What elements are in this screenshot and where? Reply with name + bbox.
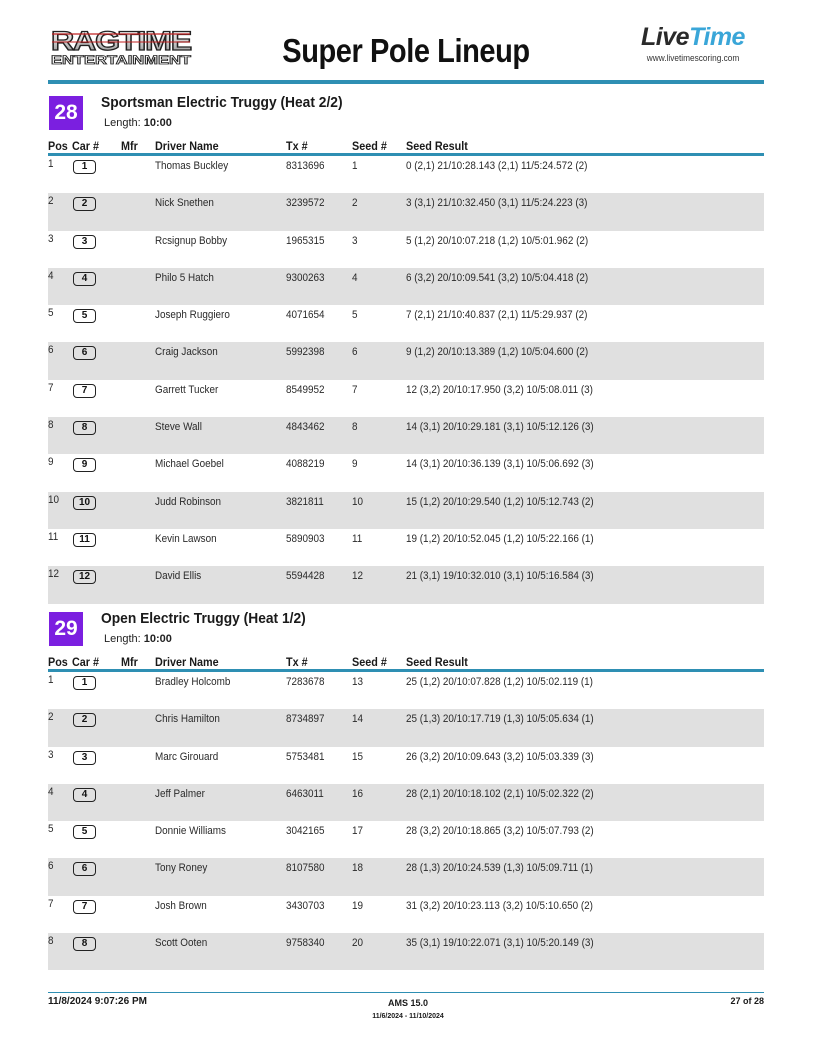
table-row [48, 380, 764, 417]
tx-cell: 9300263 [286, 271, 325, 284]
tx-cell: 5890903 [286, 532, 325, 545]
footer-divider [48, 992, 764, 993]
driver-cell: Scott Ooten [155, 937, 208, 950]
seed-cell: 10 [352, 495, 364, 508]
seed-cell: 13 [352, 676, 364, 688]
seed-result-cell: 28 (1,3) 20/10:24.539 (1,3) 10/5:09.711 (1) [406, 862, 593, 875]
seed-cell: 15 [352, 750, 364, 763]
table-row [48, 454, 764, 491]
col-header-result: Seed Result [406, 139, 468, 153]
col-header-car: Car # [72, 139, 100, 153]
app-version: AMS 15.0 [387, 998, 429, 1008]
pos-cell: 3 [48, 232, 54, 245]
table-row [48, 529, 764, 566]
car-number-box: 3 [73, 235, 96, 249]
seed-cell: 16 [352, 787, 364, 800]
car-number-box: 12 [73, 570, 96, 584]
seed-cell: 8 [352, 421, 358, 434]
pos-cell: 7 [48, 381, 54, 394]
seed-result-cell: 14 (3,1) 20/10:29.181 (3,1) 10/5:12.126 (3) [406, 421, 594, 434]
tx-cell: 7283678 [286, 676, 325, 688]
tx-cell: 8549952 [286, 383, 325, 396]
col-header-mfr: Mfr [121, 139, 138, 153]
page-number: 27 of 28 [730, 996, 764, 1006]
event-title: Open Electric Truggy (Heat 1/2) [101, 610, 306, 627]
livetime-logo-time: Time [689, 23, 745, 51]
pos-cell: 2 [48, 195, 54, 208]
pos-cell: 3 [48, 748, 54, 761]
driver-cell: Donnie Williams [155, 825, 226, 838]
seed-result-cell: 9 (1,2) 20/10:13.389 (1,2) 10/5:04.600 (2) [406, 346, 589, 359]
seed-result-cell: 19 (1,2) 20/10:52.045 (1,2) 10/5:22.166 (1) [406, 532, 594, 545]
pos-cell: 6 [48, 344, 54, 357]
seed-result-cell: 12 (3,2) 20/10:17.950 (3,2) 10/5:08.011 (3) [406, 383, 593, 396]
seed-cell: 6 [352, 346, 358, 359]
seed-result-cell: 25 (1,2) 20/10:07.828 (1,2) 10/5:02.119 (1) [406, 676, 593, 688]
seed-result-cell: 14 (3,1) 20/10:36.139 (3,1) 10/5:06.692 (3) [406, 458, 594, 471]
pos-cell: 8 [48, 935, 54, 948]
col-header-driver: Driver Name [155, 655, 219, 669]
driver-cell: Nick Snethen [155, 197, 214, 210]
pos-cell: 12 [48, 568, 60, 581]
driver-cell: Bradley Holcomb [155, 676, 231, 688]
pos-cell: 8 [48, 419, 54, 432]
driver-cell: Judd Robinson [155, 495, 222, 508]
table-row [48, 933, 764, 970]
svg-text:ENTERTAINMENT: ENTERTAINMENT [51, 53, 192, 66]
seed-cell: 11 [352, 532, 363, 545]
seed-result-cell: 15 (1,2) 20/10:29.540 (1,2) 10/5:12.743 (2) [406, 495, 594, 508]
driver-cell: Rcsignup Bobby [155, 234, 228, 247]
seed-result-cell: 28 (2,1) 20/10:18.102 (2,1) 10/5:02.322 (2) [406, 787, 594, 800]
col-header-tx: Tx # [286, 139, 308, 153]
car-number-box: 10 [73, 496, 96, 510]
driver-cell: Marc Girouard [155, 750, 219, 763]
tx-cell: 1965315 [286, 234, 325, 247]
car-number-box: 5 [73, 825, 96, 839]
car-number-box: 3 [73, 751, 96, 765]
tx-cell: 4843462 [286, 421, 325, 434]
table-row [48, 268, 764, 305]
seed-cell: 7 [352, 383, 358, 396]
table-header [48, 136, 764, 156]
seed-cell: 12 [352, 570, 364, 583]
driver-cell: Jeff Palmer [155, 787, 205, 800]
print-timestamp: 11/8/2024 9:07:26 PM [48, 996, 147, 1007]
table-row [48, 747, 764, 784]
col-header-pos: Pos [48, 139, 68, 153]
table-row [48, 709, 764, 746]
pos-cell: 1 [48, 674, 54, 686]
seed-cell: 3 [352, 234, 358, 247]
seed-cell: 1 [352, 160, 358, 172]
driver-cell: Thomas Buckley [155, 160, 229, 172]
seed-result-cell: 26 (3,2) 20/10:09.643 (3,2) 10/5:03.339 (3) [406, 750, 594, 763]
pos-cell: 5 [48, 307, 54, 320]
event-length-value: 10:00 [143, 633, 172, 645]
table-row [48, 566, 764, 603]
seed-result-cell: 3 (3,1) 21/10:32.450 (3,1) 11/5:24.223 (3) [406, 197, 588, 210]
car-number-box: 8 [73, 421, 96, 435]
livetime-logo-live: Live [641, 23, 690, 51]
page-title: Super Pole Lineup [282, 32, 530, 69]
car-number-box: 1 [73, 676, 96, 690]
driver-cell: Philo 5 Hatch [155, 271, 214, 284]
pos-cell: 9 [48, 456, 54, 469]
event-length [104, 633, 172, 645]
seed-result-cell: 31 (3,2) 20/10:23.113 (3,2) 10/5:10.650 (2) [406, 899, 593, 912]
seed-result-cell: 5 (1,2) 20/10:07.218 (1,2) 10/5:01.962 (2) [406, 234, 589, 247]
driver-cell: Tony Roney [155, 862, 208, 875]
seed-cell: 9 [352, 458, 358, 471]
col-header-seed: Seed # [352, 139, 387, 153]
pos-cell: 4 [48, 269, 54, 282]
seed-result-cell: 35 (3,1) 19/10:22.071 (3,1) 10/5:20.149 (3) [406, 937, 594, 950]
car-number-box: 4 [73, 788, 96, 802]
table-row [48, 417, 764, 454]
driver-cell: Joseph Ruggiero [155, 309, 230, 322]
table-row [48, 156, 764, 193]
car-number-box: 11 [73, 533, 96, 547]
seed-result-cell: 25 (1,3) 20/10:17.719 (1,3) 10/5:05.634 (1) [406, 713, 594, 726]
page-header [48, 20, 764, 86]
car-number-box: 2 [73, 713, 96, 727]
car-number-box: 5 [73, 309, 96, 323]
table-row [48, 672, 764, 709]
tx-cell: 3042165 [286, 825, 325, 838]
seed-cell: 18 [352, 862, 364, 875]
tx-cell: 5753481 [286, 750, 325, 763]
pos-cell: 6 [48, 860, 54, 873]
car-number-box: 4 [73, 272, 96, 286]
table-row [48, 193, 764, 230]
seed-result-cell: 7 (2,1) 21/10:40.837 (2,1) 11/5:29.937 (2) [406, 309, 588, 322]
event-number-badge: 29 [49, 612, 83, 646]
table-row [48, 492, 764, 529]
tx-cell: 8107580 [286, 862, 325, 875]
seed-cell: 4 [352, 271, 358, 284]
col-header-seed: Seed # [352, 655, 387, 669]
event-title: Sportsman Electric Truggy (Heat 2/2) [101, 94, 343, 111]
seed-cell: 2 [352, 197, 358, 210]
tx-cell: 5992398 [286, 346, 325, 359]
col-header-pos: Pos [48, 655, 68, 669]
seed-result-cell: 28 (3,2) 20/10:18.865 (3,2) 10/5:07.793 (2) [406, 825, 594, 838]
driver-cell: Kevin Lawson [155, 532, 217, 545]
seed-cell: 5 [352, 309, 358, 322]
event-length-value: 10:00 [143, 117, 172, 129]
lineup-table-body [48, 672, 764, 970]
driver-cell: Josh Brown [155, 899, 207, 912]
driver-cell: Garrett Tucker [155, 383, 219, 396]
livetime-url: www.livetimescoring.com [646, 53, 740, 63]
footer-app-info [0, 998, 816, 1020]
car-number-box: 9 [73, 458, 96, 472]
livetime-logo [622, 22, 764, 63]
driver-cell: David Ellis [155, 570, 202, 583]
tx-cell: 3239572 [286, 197, 325, 210]
col-header-tx: Tx # [286, 655, 308, 669]
pos-cell: 11 [48, 530, 59, 543]
event-length-label: Length: [104, 633, 141, 645]
col-header-mfr: Mfr [121, 655, 138, 669]
tx-cell: 6463011 [286, 787, 324, 800]
pos-cell: 2 [48, 711, 54, 724]
event-number-badge: 28 [49, 96, 83, 130]
table-row [48, 784, 764, 821]
tx-cell: 3821811 [286, 495, 324, 508]
seed-result-cell: 6 (3,2) 20/10:09.541 (3,2) 10/5:04.418 (2) [406, 271, 589, 284]
pos-cell: 5 [48, 823, 54, 836]
seed-result-cell: 0 (2,1) 21/10:28.143 (2,1) 11/5:24.572 (2) [406, 160, 588, 172]
table-row [48, 231, 764, 268]
pos-cell: 4 [48, 785, 54, 798]
tx-cell: 9758340 [286, 937, 325, 950]
svg-text:RAGTIME: RAGTIME [51, 26, 191, 56]
car-number-box: 2 [73, 197, 96, 211]
car-number-box: 6 [73, 862, 96, 876]
seed-cell: 19 [352, 899, 364, 912]
lineup-table-body [48, 156, 764, 604]
table-row [48, 896, 764, 933]
tx-cell: 5594428 [286, 570, 325, 583]
car-number-box: 7 [73, 900, 96, 914]
tx-cell: 8734897 [286, 713, 325, 726]
seed-cell: 20 [352, 937, 364, 950]
table-row [48, 342, 764, 379]
seed-cell: 17 [352, 825, 364, 838]
tx-cell: 8313696 [286, 160, 325, 172]
driver-cell: Chris Hamilton [155, 713, 220, 726]
table-row [48, 858, 764, 895]
seed-cell: 14 [352, 713, 364, 726]
pos-cell: 1 [48, 158, 54, 170]
header-divider [48, 80, 764, 84]
table-row [48, 821, 764, 858]
pos-cell: 10 [48, 493, 60, 506]
col-header-driver: Driver Name [155, 139, 219, 153]
event-length-label: Length: [104, 117, 141, 129]
event-date-range: 11/6/2024 - 11/10/2024 [372, 1013, 444, 1020]
table-row [48, 305, 764, 342]
tx-cell: 4088219 [286, 458, 325, 471]
car-number-box: 6 [73, 346, 96, 360]
tx-cell: 3430703 [286, 899, 325, 912]
driver-cell: Steve Wall [155, 421, 202, 434]
car-number-box: 8 [73, 937, 96, 951]
col-header-result: Seed Result [406, 655, 468, 669]
car-number-box: 7 [73, 384, 96, 398]
tx-cell: 4071654 [286, 309, 325, 322]
driver-cell: Michael Goebel [155, 458, 224, 471]
col-header-car: Car # [72, 655, 100, 669]
seed-result-cell: 21 (3,1) 19/10:32.010 (3,1) 10/5:16.584 (3) [406, 570, 594, 583]
pos-cell: 7 [48, 897, 54, 910]
driver-cell: Craig Jackson [155, 346, 218, 359]
event-length [104, 117, 172, 129]
table-header [48, 652, 764, 672]
car-number-box: 1 [73, 160, 96, 174]
